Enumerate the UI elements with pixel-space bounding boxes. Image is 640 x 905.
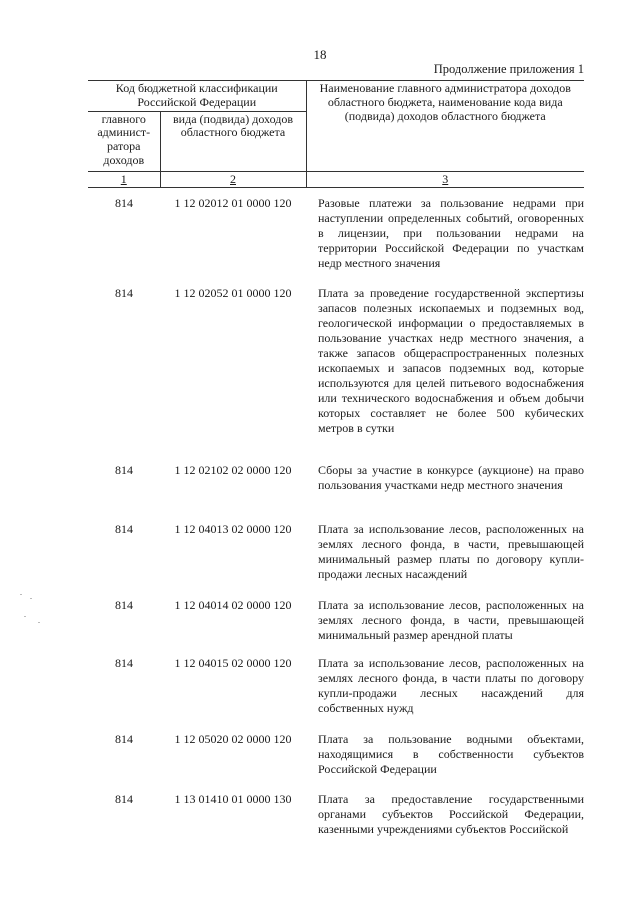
revenue-code: 1 12 05020 02 0000 120 — [174, 732, 292, 746]
revenue-name: Сборы за участие в конкурсе (аукционе) на право пользования участками недр местного значения — [318, 463, 584, 492]
table-header — [88, 80, 584, 188]
revenue-name: Плата за использование лесов, расположенных на землях лесного фонда, в части платы по договору купли-продажи лесных насаждений для собственных нужд — [318, 656, 584, 715]
admin-code: 814 — [115, 463, 133, 477]
revenue-code: 1 12 04014 02 0000 120 — [174, 598, 292, 612]
header-admin-column: главного админист-ратора доходов — [88, 111, 160, 171]
revenue-code: 1 12 02102 02 0000 120 — [174, 463, 292, 477]
revenue-name: Плата за использование лесов, расположенных на землях лесного фонда, в части, превышающей минимальный размер платы по договору купли-продажи лесных насаждений — [318, 522, 584, 581]
revenue-code: 1 12 02012 01 0000 120 — [174, 196, 292, 210]
revenue-code: 1 12 02052 01 0000 120 — [174, 286, 292, 300]
admin-code: 814 — [115, 732, 133, 746]
revenue-name: Плата за проведение государственной экспертизы запасов полезных ископаемых и подземных вод, геологической информации о предоставляемых в пользование участках недр местного значения, а также запасов общераспространенных полезных ископаемых и запасов подземных вод, которые используются для целей питьевого водоснабжения или технического водоснабжения и объем добычи которых составляет не более 500 кубических метров в сутки — [318, 286, 584, 435]
revenue-code: 1 12 04013 02 0000 120 — [174, 522, 292, 536]
header-name-column: Наименование главного администратора доходов областного бюджета, наименование кода вида (подвида) доходов областного бюджета — [306, 81, 584, 172]
header-num-2: 2 — [160, 171, 306, 188]
revenue-code: 1 12 04015 02 0000 120 — [174, 656, 292, 670]
revenue-code: 1 13 01410 01 0000 130 — [174, 792, 292, 806]
revenue-name: Разовые платежи за пользование недрами при наступлении определенных событий, оговоренных в лицензии, при пользовании недрами на территории Российской Федерации по участкам недр местного значения — [318, 196, 584, 270]
admin-code: 814 — [115, 792, 133, 806]
admin-code: 814 — [115, 656, 133, 670]
continuation-label: Продолжение приложения 1 — [433, 62, 584, 76]
header-type-column: вида (подвида) доходов областного бюджета — [160, 111, 306, 171]
header-num-3: 3 — [306, 171, 584, 188]
revenue-name: Плата за использование лесов, расположенных на землях лесного фонда, в части, превышающей минимальный размер арендной платы — [318, 598, 584, 642]
admin-code: 814 — [115, 196, 133, 210]
revenue-name: Плата за пользование водными объектами, находящимися в собственности субъектов Российской Федерации — [318, 732, 584, 776]
admin-code: 814 — [115, 598, 133, 612]
header-code-group: Код бюджетной классификации Российской Федерации — [88, 81, 306, 112]
header-num-1: 1 — [88, 171, 160, 188]
scan-specks — [20, 590, 50, 630]
revenue-name: Плата за предоставление государственными органами субъектов Российской Федерации, казенными учреждениями субъектов Российской — [318, 792, 584, 836]
page-number: 18 — [313, 47, 327, 62]
admin-code: 814 — [115, 286, 133, 300]
admin-code: 814 — [115, 522, 133, 536]
